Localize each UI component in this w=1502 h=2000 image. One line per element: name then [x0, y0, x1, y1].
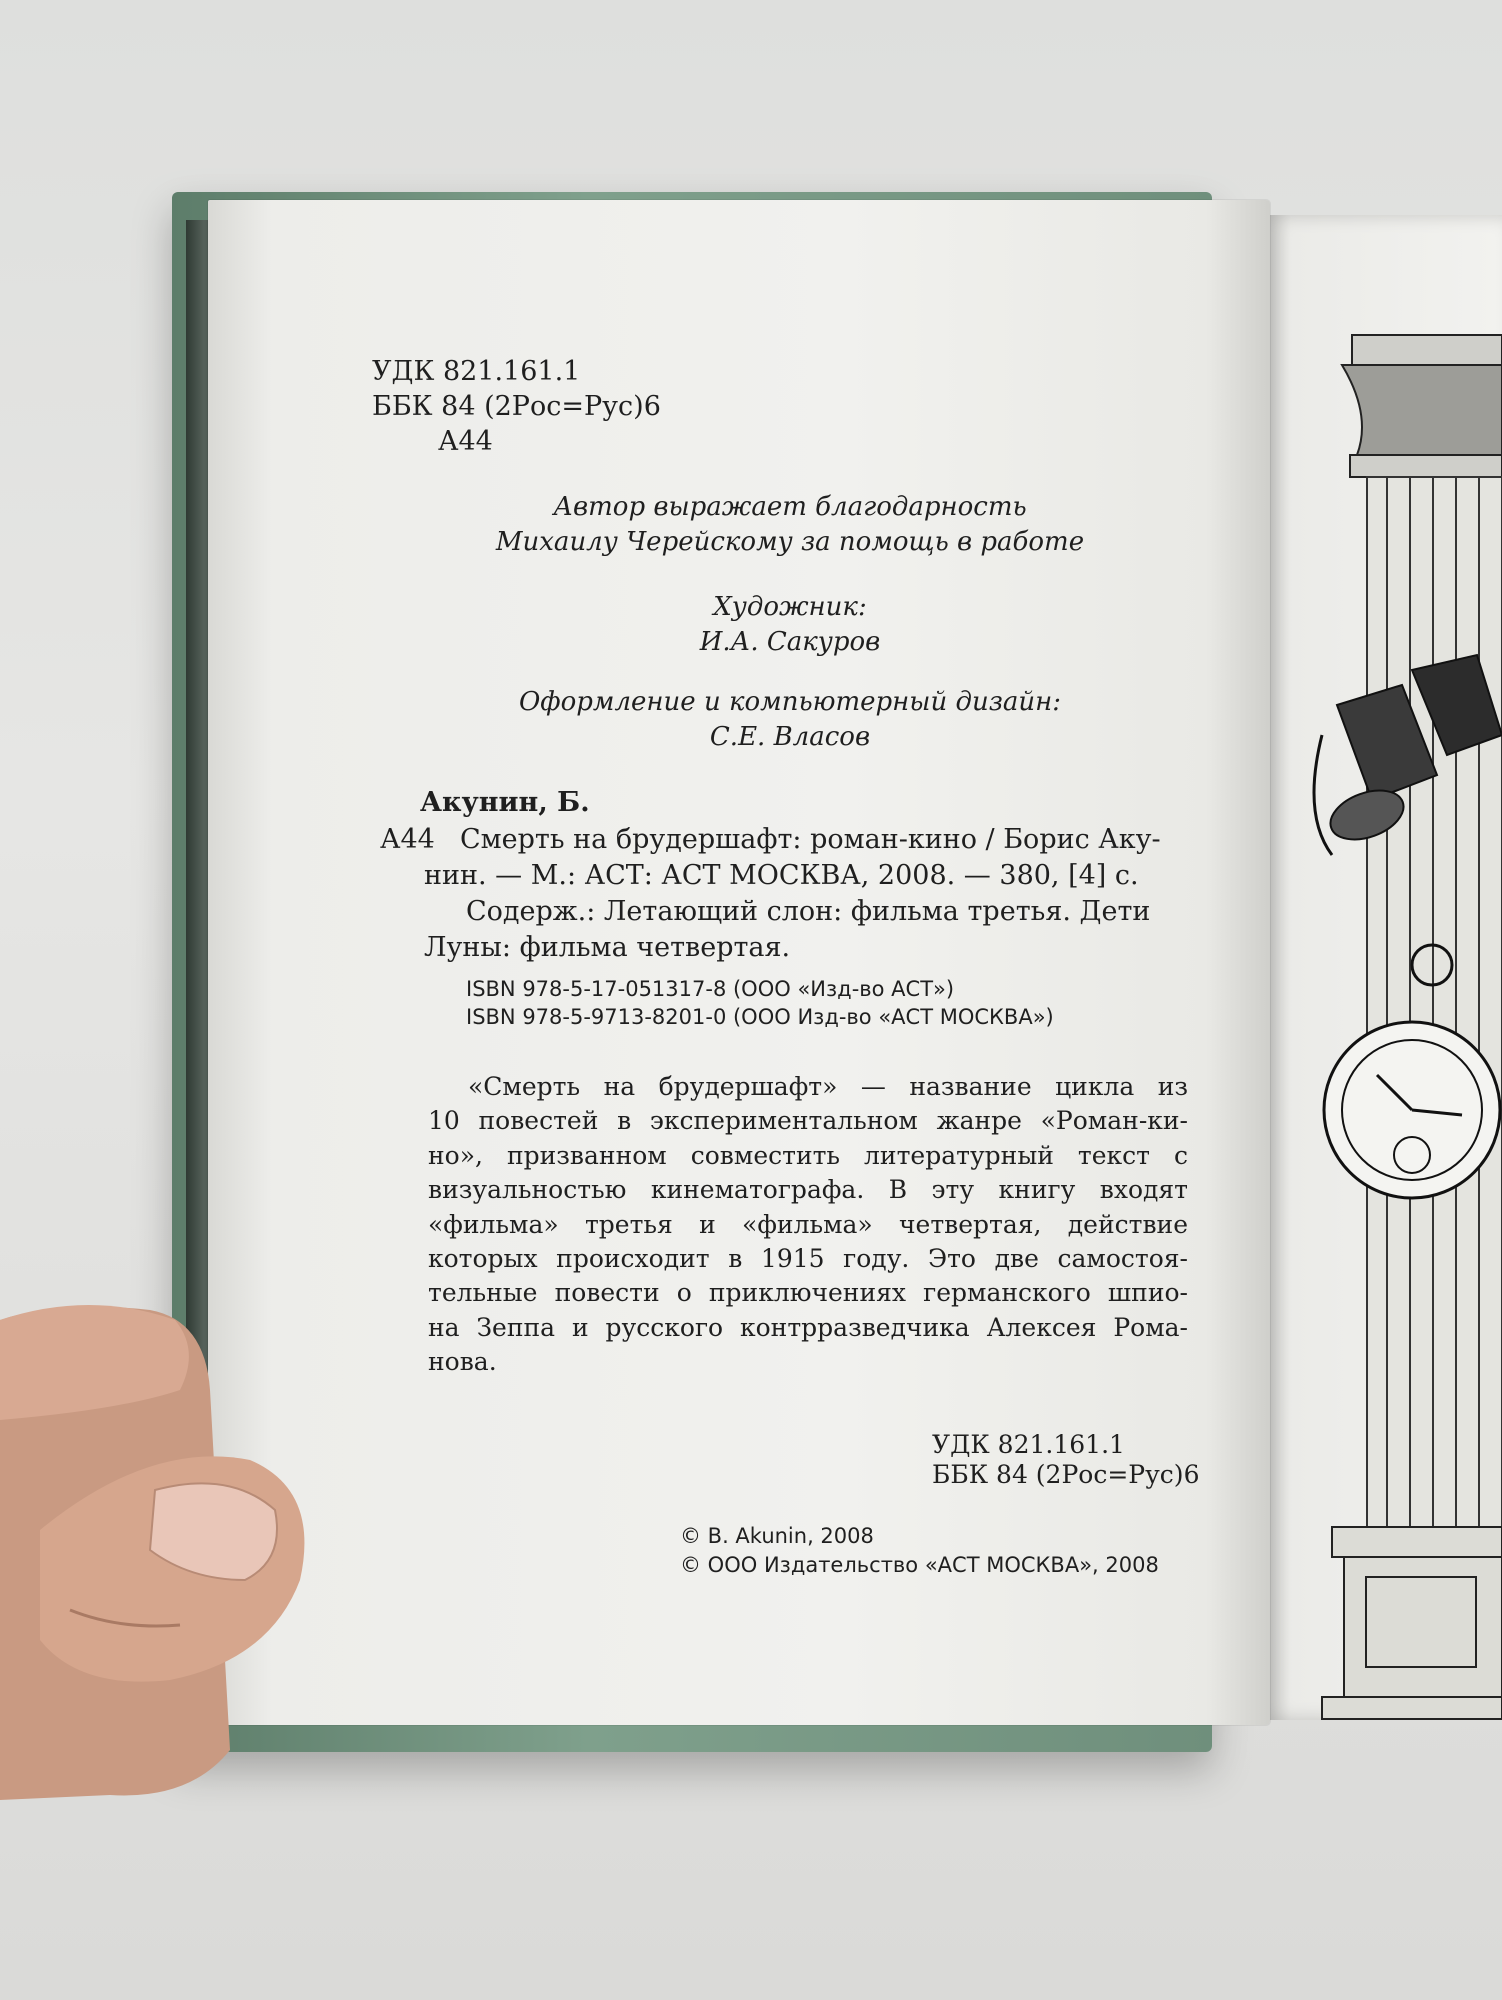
description-line: которых происходит в 1915 году. Это две самостоя-: [428, 1243, 1188, 1273]
capital-top: [1352, 335, 1502, 365]
column-capital: [1342, 335, 1502, 477]
bib-line-1: Смерть на брудершафт: роман-кино / Борис Аку-: [460, 824, 1161, 855]
isbn-1: ISBN 978-5-17-051317-8 (ООО «Изд-во АСТ»): [466, 977, 955, 1001]
column-illustration: [1262, 215, 1502, 1720]
copyright-2: © ООО Издательство «АСТ МОСКВА», 2008: [680, 1553, 1159, 1577]
copyright-1: © B. Akunin, 2008: [680, 1524, 874, 1548]
design-label: Оформление и компьютерный дизайн:: [518, 687, 1062, 717]
design-name: С.Е. Власов: [709, 722, 871, 752]
bbk-bottom: ББК 84 (2Рос=Рус)6: [932, 1460, 1200, 1489]
isbn-2: ISBN 978-5-9713-8201-0 (ООО Изд-во «АСТ МОСКВА»): [466, 1005, 1054, 1029]
bib-code: А44: [380, 824, 435, 855]
capital-leaves: [1342, 365, 1502, 455]
author-heading: Акунин, Б.: [420, 787, 590, 818]
description-line: 10 повестей в экспериментальном жанре «Роман-ки-: [428, 1106, 1188, 1136]
description-line: визуальностью кинематографа. В эту книгу входят: [428, 1175, 1188, 1205]
bbk-top: ББК 84 (2Рос=Рус)6: [372, 391, 661, 422]
udk-top: УДК 821.161.1: [372, 356, 581, 387]
description-line: тельные повести о приключениях германского шпио-: [428, 1278, 1188, 1308]
capital-base: [1350, 455, 1502, 477]
description-line: «фильма» третья и «фильма» четвертая, действие: [428, 1209, 1188, 1239]
artist-name: И.А. Сакуров: [699, 627, 881, 657]
contents-line-1: Содерж.: Летающий слон: фильма третья. Дети: [466, 896, 1151, 927]
description-line: нова.: [428, 1347, 497, 1377]
udk-bottom: УДК 821.161.1: [932, 1430, 1125, 1459]
artist-label: Художник:: [713, 592, 867, 622]
acknowledgement-line-2: Михаилу Черейскому за помощь в работе: [495, 527, 1085, 557]
column-pedestal: [1322, 1527, 1502, 1719]
description-line: «Смерть на брудершафт» — название цикла из: [468, 1072, 1188, 1101]
bib-line-2: нин. — М.: АСТ: АСТ МОСКВА, 2008. — 380, [4] с.: [424, 860, 1139, 891]
description: [428, 1070, 1188, 1380]
description-line: на Зеппа и русского контрразведчика Алексея Рома-: [428, 1312, 1188, 1342]
facing-page: [1262, 215, 1502, 1720]
code-top: А44: [438, 426, 493, 457]
contents-line-2: Луны: фильма четвертая.: [424, 932, 791, 963]
column-shaft: [1367, 477, 1502, 1527]
description-line: но», призванном совместить литературный текст с: [428, 1140, 1188, 1170]
acknowledgement-line-1: Автор выражает благодарность: [553, 492, 1027, 522]
hand-illustration: [0, 1280, 330, 1820]
